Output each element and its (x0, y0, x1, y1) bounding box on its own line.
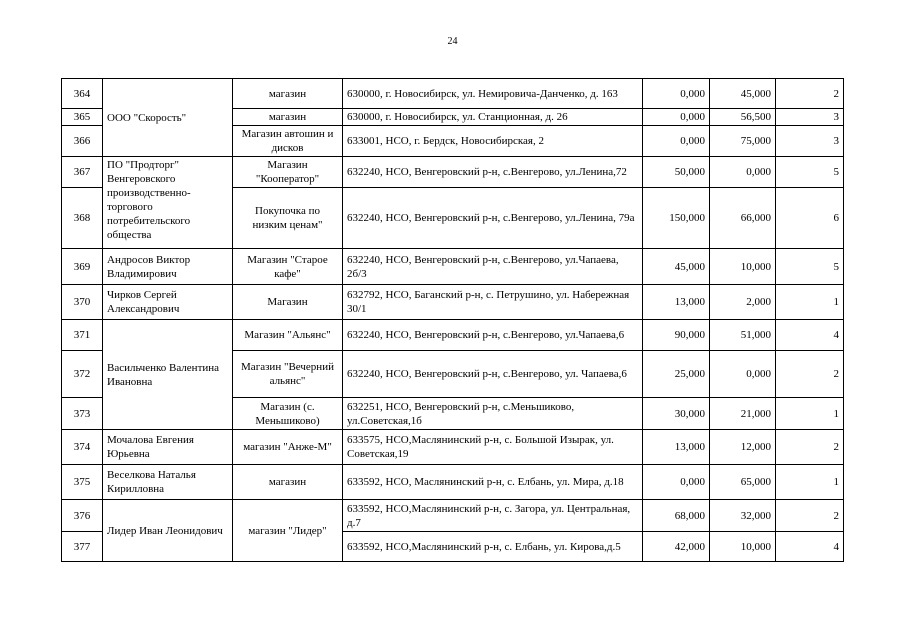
value-1-cell: 13,000 (643, 285, 710, 320)
table-row (62, 285, 844, 320)
store-type-cell: Магазин (233, 285, 343, 320)
address-cell: 633001, НСО, г. Бердск, Новосибирская, 2 (343, 126, 643, 157)
value-1-cell: 42,000 (643, 532, 710, 562)
store-type-cell: Магазин "Вечерний альянс" (233, 351, 343, 398)
row-number: 373 (62, 398, 103, 430)
value-1-cell: 13,000 (643, 430, 710, 465)
store-type-cell: магазин "Анже-М" (233, 430, 343, 465)
table-row (62, 249, 844, 285)
table-row (62, 79, 844, 109)
value-3-cell: 3 (776, 109, 844, 126)
table-row (62, 430, 844, 465)
address-cell: 632251, НСО, Венгеровский р-н, с.Меньшиково, ул.Советская,1б (343, 398, 643, 430)
row-number: 374 (62, 430, 103, 465)
value-3-cell: 2 (776, 79, 844, 109)
address-cell: 632240, НСО, Венгеровский р-н, с.Венгерово, ул.Ленина, 79а (343, 188, 643, 249)
address-cell: 633592, НСО, Маслянинский р-н, с. Елбань, ул. Мира, д.18 (343, 465, 643, 500)
address-cell: 633575, НСО,Маслянинский р-н, с. Большой Изырак, ул. Советская,19 (343, 430, 643, 465)
owner-cell: Васильченко Валентина Ивановна (103, 320, 233, 430)
owner-cell: Веселкова Наталья Кирилловна (103, 465, 233, 500)
owner-cell: ООО "Скорость" (103, 79, 233, 157)
address-cell: 633592, НСО,Маслянинский р-н, с. Загора, ул. Центральная, д.7 (343, 500, 643, 532)
store-type-cell: Магазин "Старое кафе" (233, 249, 343, 285)
value-2-cell: 2,000 (710, 285, 776, 320)
value-3-cell: 2 (776, 500, 844, 532)
row-number: 375 (62, 465, 103, 500)
row-number: 364 (62, 79, 103, 109)
value-1-cell: 0,000 (643, 126, 710, 157)
row-number: 365 (62, 109, 103, 126)
store-type-cell: магазин (233, 79, 343, 109)
page-number: 24 (447, 36, 458, 47)
value-2-cell: 66,000 (710, 188, 776, 249)
store-type-cell: Покупочка по низким ценам" (233, 188, 343, 249)
row-number: 377 (62, 532, 103, 562)
value-1-cell: 0,000 (643, 465, 710, 500)
table-row (62, 157, 844, 188)
address-cell: 633592, НСО,Маслянинский р-н, с. Елбань, ул. Кирова,д.5 (343, 532, 643, 562)
store-type-cell: Магазин "Альянс" (233, 320, 343, 351)
value-2-cell: 75,000 (710, 126, 776, 157)
retail-register-table (61, 78, 844, 562)
value-3-cell: 5 (776, 157, 844, 188)
value-3-cell: 2 (776, 430, 844, 465)
value-3-cell: 5 (776, 249, 844, 285)
value-3-cell: 4 (776, 320, 844, 351)
value-1-cell: 25,000 (643, 351, 710, 398)
value-3-cell: 3 (776, 126, 844, 157)
address-cell: 632240, НСО, Венгеровский р-н, с.Венгерово, ул.Ленина,72 (343, 157, 643, 188)
value-1-cell: 0,000 (643, 109, 710, 126)
value-1-cell: 30,000 (643, 398, 710, 430)
value-2-cell: 56,500 (710, 109, 776, 126)
owner-cell: Мочалова Евгения Юрьевна (103, 430, 233, 465)
value-1-cell: 50,000 (643, 157, 710, 188)
row-number: 369 (62, 249, 103, 285)
value-1-cell: 150,000 (643, 188, 710, 249)
address-cell: 632792, НСО, Баганский р-н, с. Петрушино, ул. Набережная 30/1 (343, 285, 643, 320)
value-3-cell: 6 (776, 188, 844, 249)
value-1-cell: 68,000 (643, 500, 710, 532)
value-3-cell: 1 (776, 465, 844, 500)
value-2-cell: 21,000 (710, 398, 776, 430)
row-number: 370 (62, 285, 103, 320)
value-2-cell: 0,000 (710, 157, 776, 188)
store-type-cell: магазин (233, 109, 343, 126)
value-3-cell: 1 (776, 398, 844, 430)
row-number: 372 (62, 351, 103, 398)
store-type-cell: магазин "Лидер" (233, 500, 343, 562)
value-3-cell: 4 (776, 532, 844, 562)
row-number: 366 (62, 126, 103, 157)
store-type-cell: Магазин (с. Меньшиково) (233, 398, 343, 430)
value-2-cell: 12,000 (710, 430, 776, 465)
value-2-cell: 32,000 (710, 500, 776, 532)
value-3-cell: 1 (776, 285, 844, 320)
value-2-cell: 45,000 (710, 79, 776, 109)
table-row (62, 500, 844, 532)
address-cell: 632240, НСО, Венгеровский р-н, с.Венгерово, ул.Чапаева,6 (343, 320, 643, 351)
row-number: 367 (62, 157, 103, 188)
store-type-cell: Магазин "Кооператор" (233, 157, 343, 188)
value-2-cell: 10,000 (710, 532, 776, 562)
value-2-cell: 0,000 (710, 351, 776, 398)
value-2-cell: 10,000 (710, 249, 776, 285)
store-type-cell: Магазин автошин и дисков (233, 126, 343, 157)
value-2-cell: 65,000 (710, 465, 776, 500)
value-3-cell: 2 (776, 351, 844, 398)
table-row (62, 465, 844, 500)
value-2-cell: 51,000 (710, 320, 776, 351)
owner-cell: Андросов Виктор Владимирович (103, 249, 233, 285)
row-number: 376 (62, 500, 103, 532)
address-cell: 632240, НСО, Венгеровский р-н, с.Венгерово, ул.Чапаева, 2б/3 (343, 249, 643, 285)
row-number: 371 (62, 320, 103, 351)
store-type-cell: магазин (233, 465, 343, 500)
address-cell: 630000, г. Новосибирск, ул. Немировича-Данченко, д. 163 (343, 79, 643, 109)
row-number: 368 (62, 188, 103, 249)
value-1-cell: 45,000 (643, 249, 710, 285)
owner-cell: Лидер Иван Леонидович (103, 500, 233, 562)
address-cell: 630000, г. Новосибирск, ул. Станционная, д. 26 (343, 109, 643, 126)
owner-cell: Чирков Сергей Александрович (103, 285, 233, 320)
owner-cell: ПО "Продторг" Венгеровского производственно-торгового потребительского общества (103, 157, 233, 249)
value-1-cell: 90,000 (643, 320, 710, 351)
table-row (62, 320, 844, 351)
address-cell: 632240, НСО, Венгеровский р-н, с.Венгерово, ул. Чапаева,6 (343, 351, 643, 398)
value-1-cell: 0,000 (643, 79, 710, 109)
